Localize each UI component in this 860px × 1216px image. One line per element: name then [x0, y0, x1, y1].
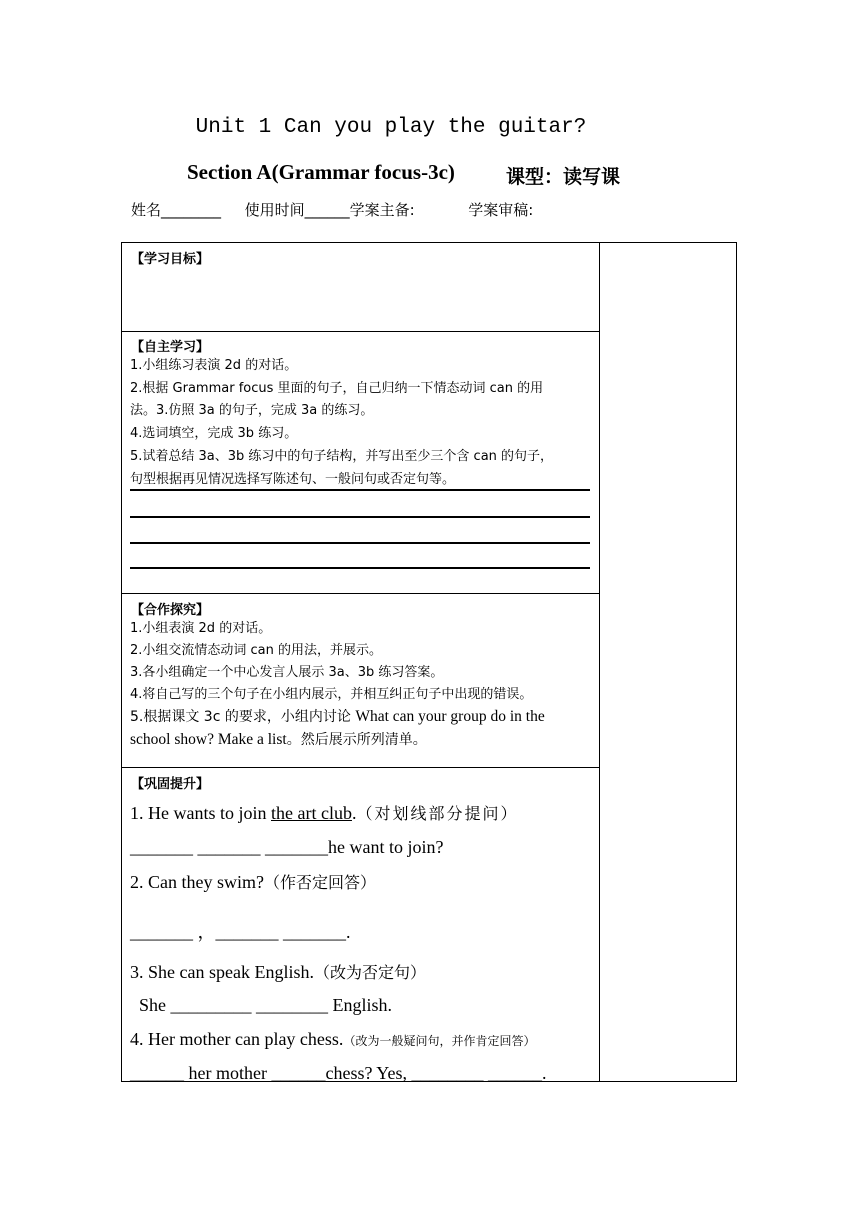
practice-heading: 【巩固提升】 — [131, 777, 210, 792]
exercise-question: 2. Can they swim?（作否定回答） — [130, 872, 376, 892]
lesson-type: 课型：读写课 — [506, 166, 621, 188]
section-subtitle: Section A(Grammar focus-3c) — [187, 160, 455, 184]
row-divider — [122, 331, 599, 332]
writing-line — [130, 542, 590, 544]
self-study-line: 5.试着总结 3a、3b 练习中的句子结构，并写出至少三个含 can 的句子， — [130, 449, 554, 464]
coop-line: 4.将自己写的三个句子在小组内展示，并相互纠正句子中出现的错误。 — [130, 687, 533, 702]
exercise-question: 3. She can speak English.（改为否定句） — [130, 962, 426, 982]
exercise-answer-line: She _________ ________ English. — [130, 995, 393, 1015]
worksheet-table — [121, 242, 737, 1082]
name-field: 姓名________ — [131, 201, 222, 219]
exercise-question: 1. He wants to join the art club.（对划线部分提问） — [130, 803, 519, 823]
time-field: 使用时间______学案主备: — [244, 201, 415, 219]
column-divider — [599, 243, 600, 1081]
exercise-answer-line: _______ ，_______ _______. — [130, 922, 351, 942]
coop-line: 3.各小组确定一个中心发言人展示 3a、3b 练习答案。 — [130, 665, 444, 680]
self-study-heading: 【自主学习】 — [131, 340, 210, 355]
coop-line: 1.小组表演 2d 的对话。 — [130, 621, 272, 636]
exercise-answer-line: ______ her mother ______chess? Yes, ________ ______. — [130, 1063, 547, 1083]
review-field: 学案审稿: — [468, 201, 534, 219]
info-line — [131, 199, 533, 220]
row-divider — [122, 767, 599, 768]
writing-line — [130, 489, 590, 491]
coop-line: school show? Make a list。然后展示所列清单。 — [130, 731, 427, 748]
self-study-line: 法。3.仿照 3a 的句子，完成 3a 的练习。 — [130, 403, 374, 418]
coop-heading: 【合作探究】 — [131, 603, 210, 618]
exercise-question: 4. Her mother can play chess.（改为一般疑问句，并作肯定回答） — [130, 1029, 536, 1049]
page-title: Unit 1 Can you play the guitar? — [195, 116, 587, 139]
coop-line: 5.根据课文 3c 的要求，小组内讨论 What can your group do in the — [130, 708, 545, 725]
self-study-line: 2.根据 Grammar focus 里面的句子，自己归纳一下情态动词 can 的用 — [130, 381, 544, 396]
self-study-line: 句型根据再见情况选择写陈述句、一般问句或否定句等。 — [130, 472, 456, 487]
writing-line — [130, 516, 590, 518]
exercise-answer-line: _______ _______ _______he want to join? — [130, 837, 444, 857]
row-divider — [122, 593, 599, 594]
self-study-line: 1.小组练习表演 2d 的对话。 — [130, 358, 298, 373]
goals-heading: 【学习目标】 — [131, 252, 210, 267]
coop-line: 2.小组交流情态动词 can 的用法，并展示。 — [130, 643, 383, 658]
writing-line — [130, 567, 590, 569]
self-study-line: 4.选词填空，完成 3b 练习。 — [130, 426, 298, 441]
